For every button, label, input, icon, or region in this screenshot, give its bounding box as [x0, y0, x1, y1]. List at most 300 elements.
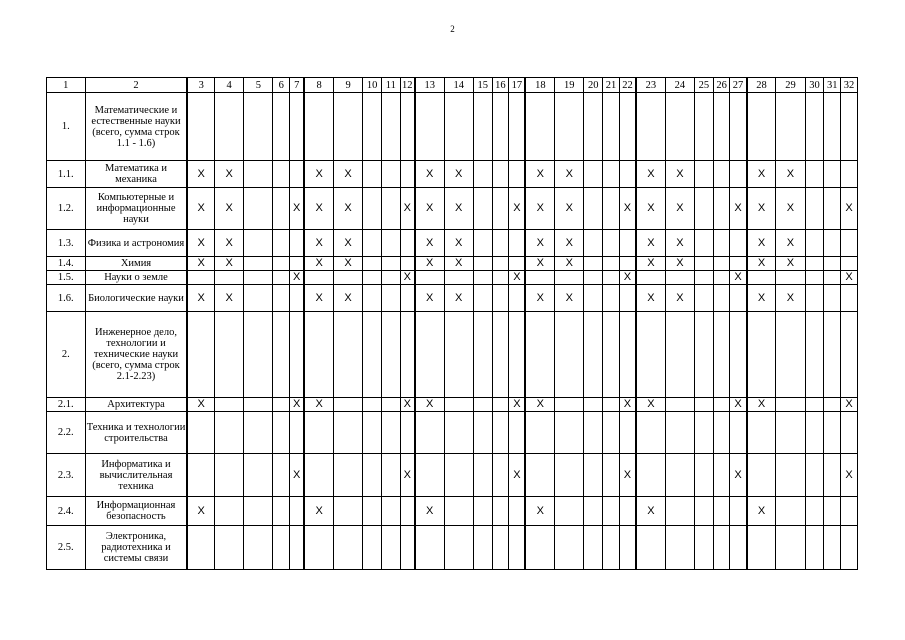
grid-cell: [824, 93, 841, 161]
grid-cell: [713, 412, 730, 454]
x-mark: X: [536, 167, 544, 180]
grid-cell: [665, 271, 694, 285]
grid-cell: [694, 271, 713, 285]
grid-cell: [400, 285, 415, 312]
grid-cell: [665, 497, 694, 526]
grid-cell: [665, 93, 694, 161]
table-row: [47, 161, 858, 188]
grid-cell: [805, 188, 824, 230]
grid-cell: [333, 285, 362, 312]
grid-cell: [747, 93, 776, 161]
header-cell: 16: [492, 78, 509, 93]
x-mark: X: [197, 236, 205, 249]
grid-cell: [509, 271, 526, 285]
x-mark: X: [315, 398, 323, 410]
grid-cell: [381, 188, 400, 230]
grid-cell: [400, 188, 415, 230]
grid-cell: [290, 188, 305, 230]
x-mark: X: [565, 291, 573, 304]
grid-cell: [525, 312, 554, 398]
grid-cell: [776, 497, 805, 526]
row-name: Физика и астрономия: [85, 230, 187, 257]
x-mark: X: [786, 202, 795, 214]
grid-cell: [304, 93, 333, 161]
grid-cell: [509, 161, 526, 188]
row-number: 2.2.: [47, 412, 86, 454]
grid-cell: [805, 497, 824, 526]
grid-cell: [730, 285, 747, 312]
grid-cell: [273, 497, 290, 526]
x-mark: X: [734, 271, 742, 283]
grid-cell: [509, 312, 526, 398]
x-mark: X: [734, 398, 742, 410]
grid-cell: [776, 454, 805, 497]
grid-cell: [444, 398, 473, 412]
x-mark: X: [513, 271, 521, 283]
x-mark: X: [845, 202, 853, 214]
grid-cell: [747, 412, 776, 454]
grid-cell: [509, 497, 526, 526]
grid-cell: [525, 497, 554, 526]
grid-cell: [333, 398, 362, 412]
x-mark: X: [647, 236, 655, 249]
grid-cell: [415, 161, 444, 188]
row-name: Компьютерные и информационные науки: [85, 188, 187, 230]
grid-cell: [381, 398, 400, 412]
grid-cell: [824, 188, 841, 230]
grid-cell: [304, 398, 333, 412]
x-mark: X: [315, 236, 323, 249]
x-mark: X: [565, 257, 573, 269]
grid-cell: [665, 526, 694, 570]
grid-cell: [400, 312, 415, 398]
grid-cell: [636, 285, 665, 312]
grid-cell: [713, 398, 730, 412]
grid-cell: [415, 271, 444, 285]
grid-cell: [381, 161, 400, 188]
grid-cell: [304, 257, 333, 271]
data-table: [46, 77, 858, 570]
x-mark: X: [315, 202, 323, 214]
grid-cell: [730, 312, 747, 398]
grid-cell: [841, 230, 858, 257]
x-mark: X: [536, 257, 544, 269]
x-mark: X: [315, 504, 323, 517]
grid-cell: [747, 312, 776, 398]
x-mark: X: [197, 167, 205, 180]
grid-cell: [776, 188, 805, 230]
grid-cell: [381, 257, 400, 271]
x-mark: X: [647, 202, 655, 214]
grid-cell: [694, 257, 713, 271]
header-cell: 28: [747, 78, 776, 93]
row-number: 1.3.: [47, 230, 86, 257]
grid-cell: [525, 93, 554, 161]
x-mark: X: [536, 398, 544, 410]
grid-cell: [713, 454, 730, 497]
x-mark: X: [565, 167, 573, 180]
grid-cell: [444, 161, 473, 188]
grid-cell: [584, 257, 603, 271]
grid-cell: [473, 398, 492, 412]
x-mark: X: [426, 257, 434, 269]
grid-cell: [747, 454, 776, 497]
grid-cell: [415, 285, 444, 312]
grid-cell: [747, 271, 776, 285]
grid-cell: [603, 398, 620, 412]
grid-cell: [636, 398, 665, 412]
grid-cell: [584, 161, 603, 188]
grid-cell: [824, 398, 841, 412]
table-row: [47, 412, 858, 454]
grid-cell: [444, 412, 473, 454]
grid-cell: [824, 161, 841, 188]
grid-cell: [473, 526, 492, 570]
row-number: 2.3.: [47, 454, 86, 497]
grid-cell: [333, 497, 362, 526]
grid-cell: [694, 497, 713, 526]
grid-cell: [415, 412, 444, 454]
grid-cell: [333, 271, 362, 285]
grid-cell: [473, 161, 492, 188]
grid-cell: [509, 188, 526, 230]
grid-cell: [333, 412, 362, 454]
grid-cell: [187, 398, 214, 412]
x-mark: X: [786, 236, 795, 249]
grid-cell: [509, 257, 526, 271]
header-cell: 18: [525, 78, 554, 93]
grid-cell: [747, 497, 776, 526]
grid-cell: [555, 271, 584, 285]
table-row: [47, 257, 858, 271]
grid-cell: [603, 526, 620, 570]
grid-cell: [824, 271, 841, 285]
grid-cell: [805, 454, 824, 497]
grid-cell: [273, 188, 290, 230]
row-name: Информатика и вычислительная техника: [85, 454, 187, 497]
grid-cell: [555, 398, 584, 412]
grid-cell: [730, 398, 747, 412]
header-cell: 1: [47, 78, 86, 93]
grid-cell: [603, 188, 620, 230]
grid-cell: [290, 412, 305, 454]
grid-cell: [363, 285, 382, 312]
header-cell: 8: [304, 78, 333, 93]
grid-cell: [363, 271, 382, 285]
grid-cell: [473, 412, 492, 454]
grid-cell: [694, 161, 713, 188]
x-mark: X: [513, 398, 521, 410]
grid-cell: [492, 271, 509, 285]
grid-cell: [187, 188, 214, 230]
grid-cell: [215, 93, 244, 161]
grid-cell: [473, 188, 492, 230]
x-mark: X: [513, 202, 521, 214]
grid-cell: [215, 230, 244, 257]
row-name: Биологические науки: [85, 285, 187, 312]
x-mark: X: [757, 257, 766, 269]
grid-cell: [841, 271, 858, 285]
grid-cell: [841, 312, 858, 398]
row-name: Техника и технологии строительства: [85, 412, 187, 454]
grid-cell: [776, 312, 805, 398]
x-mark: X: [757, 167, 766, 180]
grid-cell: [492, 312, 509, 398]
grid-cell: [555, 312, 584, 398]
grid-cell: [584, 93, 603, 161]
grid-cell: [415, 188, 444, 230]
grid-cell: [824, 526, 841, 570]
row-name: Математика и механика: [85, 161, 187, 188]
header-cell: 20: [584, 78, 603, 93]
grid-cell: [215, 285, 244, 312]
grid-cell: [473, 312, 492, 398]
header-cell: 22: [619, 78, 636, 93]
grid-cell: [694, 398, 713, 412]
table-row: [47, 526, 858, 570]
x-mark: X: [197, 257, 205, 269]
x-mark: X: [197, 291, 205, 304]
grid-cell: [187, 412, 214, 454]
grid-cell: [273, 257, 290, 271]
grid-cell: [525, 161, 554, 188]
grid-cell: [444, 257, 473, 271]
grid-cell: [776, 161, 805, 188]
x-mark: X: [344, 236, 352, 249]
grid-cell: [619, 285, 636, 312]
grid-cell: [713, 93, 730, 161]
grid-cell: [492, 230, 509, 257]
grid-cell: [665, 230, 694, 257]
grid-cell: [363, 454, 382, 497]
grid-cell: [244, 454, 273, 497]
header-cell: 11: [381, 78, 400, 93]
grid-cell: [363, 412, 382, 454]
grid-cell: [730, 497, 747, 526]
grid-cell: [636, 93, 665, 161]
grid-cell: [805, 412, 824, 454]
grid-cell: [215, 188, 244, 230]
row-number: 1.5.: [47, 271, 86, 285]
x-mark: X: [623, 271, 632, 283]
grid-cell: [363, 188, 382, 230]
grid-cell: [187, 454, 214, 497]
x-mark: X: [293, 398, 301, 410]
x-mark: X: [315, 291, 323, 304]
grid-cell: [603, 93, 620, 161]
x-mark: X: [676, 291, 684, 304]
grid-cell: [400, 454, 415, 497]
grid-cell: [415, 398, 444, 412]
grid-cell: [603, 497, 620, 526]
grid-cell: [381, 412, 400, 454]
grid-cell: [665, 412, 694, 454]
header-cell: 31: [824, 78, 841, 93]
grid-cell: [619, 454, 636, 497]
grid-cell: [400, 526, 415, 570]
grid-cell: [187, 285, 214, 312]
grid-cell: [555, 161, 584, 188]
x-mark: X: [845, 398, 853, 410]
header-cell: 23: [636, 78, 665, 93]
x-mark: X: [623, 398, 632, 410]
grid-cell: [333, 93, 362, 161]
grid-cell: [603, 161, 620, 188]
grid-cell: [555, 93, 584, 161]
row-name: Науки о земле: [85, 271, 187, 285]
row-name: Электроника, радиотехника и системы связи: [85, 526, 187, 570]
grid-cell: [841, 257, 858, 271]
header-cell: 2: [85, 78, 187, 93]
grid-cell: [304, 188, 333, 230]
grid-cell: [363, 526, 382, 570]
grid-cell: [555, 188, 584, 230]
header-cell: 14: [444, 78, 473, 93]
x-mark: X: [426, 504, 434, 517]
x-mark: X: [293, 468, 301, 481]
grid-cell: [273, 230, 290, 257]
x-mark: X: [647, 167, 655, 180]
grid-cell: [509, 412, 526, 454]
grid-cell: [747, 526, 776, 570]
grid-cell: [525, 454, 554, 497]
grid-cell: [694, 312, 713, 398]
grid-cell: [187, 526, 214, 570]
grid-cell: [381, 526, 400, 570]
x-mark: X: [455, 257, 463, 269]
x-mark: X: [565, 202, 573, 214]
grid-cell: [824, 454, 841, 497]
grid-cell: [363, 398, 382, 412]
grid-cell: [244, 161, 273, 188]
grid-cell: [273, 412, 290, 454]
grid-cell: [187, 230, 214, 257]
grid-cell: [244, 312, 273, 398]
grid-cell: [776, 257, 805, 271]
grid-cell: [304, 271, 333, 285]
grid-cell: [619, 312, 636, 398]
x-mark: X: [786, 291, 795, 304]
grid-cell: [805, 312, 824, 398]
grid-cell: [273, 271, 290, 285]
grid-cell: [400, 412, 415, 454]
grid-cell: [636, 454, 665, 497]
x-mark: X: [344, 291, 352, 304]
grid-cell: [400, 497, 415, 526]
grid-cell: [805, 93, 824, 161]
grid-cell: [776, 398, 805, 412]
grid-cell: [273, 161, 290, 188]
grid-cell: [584, 454, 603, 497]
x-mark: X: [426, 167, 434, 180]
x-mark: X: [455, 236, 463, 249]
grid-cell: [415, 526, 444, 570]
grid-cell: [665, 188, 694, 230]
grid-cell: [747, 230, 776, 257]
x-mark: X: [757, 236, 766, 249]
x-mark: X: [426, 236, 434, 249]
grid-cell: [509, 93, 526, 161]
grid-cell: [619, 398, 636, 412]
grid-cell: [363, 161, 382, 188]
header-cell: 13: [415, 78, 444, 93]
grid-cell: [444, 312, 473, 398]
row-name: Химия: [85, 257, 187, 271]
grid-cell: [747, 285, 776, 312]
grid-cell: [584, 398, 603, 412]
grid-cell: [619, 230, 636, 257]
grid-cell: [584, 271, 603, 285]
grid-cell: [492, 398, 509, 412]
grid-cell: [244, 271, 273, 285]
grid-cell: [730, 526, 747, 570]
grid-cell: [290, 230, 305, 257]
grid-cell: [805, 257, 824, 271]
grid-cell: [473, 271, 492, 285]
grid-cell: [363, 257, 382, 271]
table-row: [47, 188, 858, 230]
x-mark: X: [757, 291, 766, 304]
x-mark: X: [403, 202, 411, 214]
x-mark: X: [293, 202, 301, 214]
x-mark: X: [426, 202, 434, 214]
grid-cell: [400, 161, 415, 188]
grid-cell: [776, 230, 805, 257]
grid-cell: [584, 497, 603, 526]
grid-cell: [244, 285, 273, 312]
grid-cell: [665, 312, 694, 398]
grid-cell: [694, 188, 713, 230]
header-cell: 29: [776, 78, 805, 93]
header-cell: 9: [333, 78, 362, 93]
x-mark: X: [225, 291, 233, 304]
grid-cell: [636, 412, 665, 454]
grid-cell: [187, 161, 214, 188]
grid-cell: [215, 398, 244, 412]
grid-cell: [415, 257, 444, 271]
grid-cell: [603, 230, 620, 257]
grid-cell: [492, 188, 509, 230]
table-row: [47, 454, 858, 497]
x-mark: X: [623, 468, 632, 481]
x-mark: X: [647, 504, 655, 517]
grid-cell: [187, 257, 214, 271]
grid-cell: [525, 285, 554, 312]
grid-cell: [215, 257, 244, 271]
grid-cell: [400, 257, 415, 271]
header-cell: 26: [713, 78, 730, 93]
grid-cell: [473, 454, 492, 497]
grid-cell: [215, 526, 244, 570]
grid-cell: [603, 285, 620, 312]
grid-cell: [509, 285, 526, 312]
x-mark: X: [403, 468, 411, 481]
grid-cell: [509, 526, 526, 570]
header-row: [47, 78, 858, 93]
grid-cell: [304, 497, 333, 526]
table-row: [47, 271, 858, 285]
grid-cell: [636, 526, 665, 570]
row-name: Математические и естественные науки (всего, сумма строк 1.1 - 1.6): [85, 93, 187, 161]
grid-cell: [444, 93, 473, 161]
grid-cell: [776, 526, 805, 570]
table-row: [47, 93, 858, 161]
grid-cell: [492, 257, 509, 271]
grid-cell: [713, 188, 730, 230]
grid-cell: [525, 526, 554, 570]
grid-cell: [694, 230, 713, 257]
grid-cell: [824, 285, 841, 312]
